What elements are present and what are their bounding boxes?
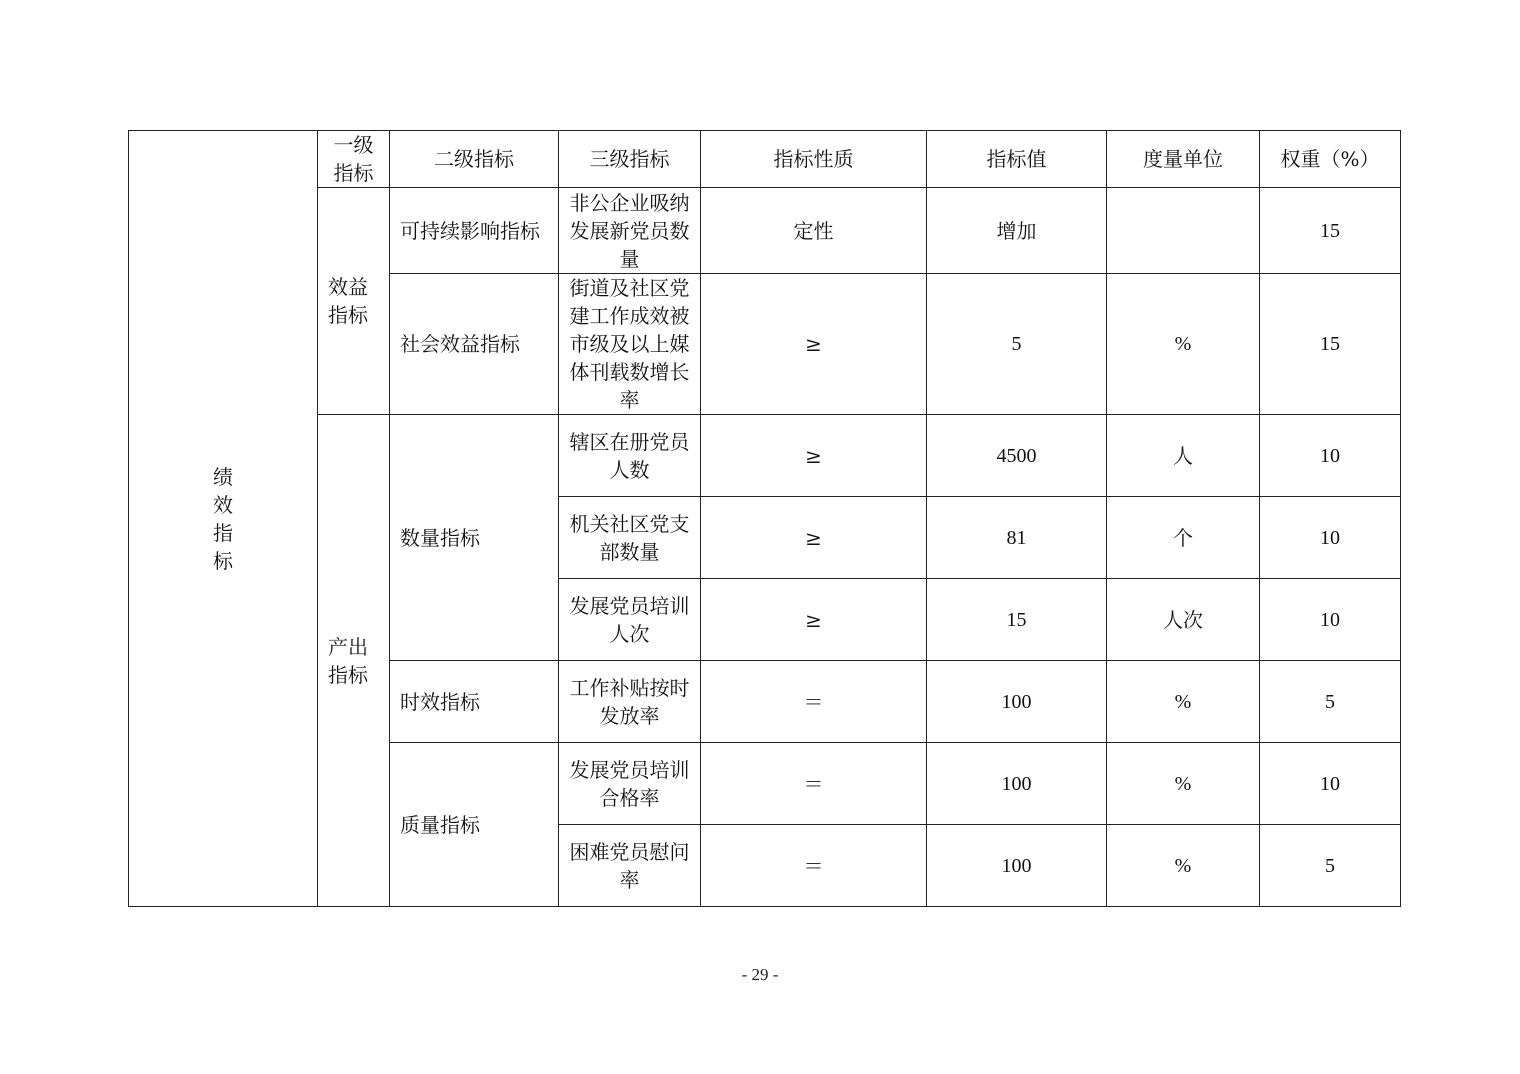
level3-cell: 发展党员培训合格率 [559, 743, 701, 825]
header-unit: 度量单位 [1107, 131, 1260, 188]
level2-timeliness: 时效指标 [390, 661, 559, 743]
table-row [129, 415, 1401, 497]
value-cell: 100 [927, 825, 1107, 907]
header-nature: 指标性质 [701, 131, 927, 188]
weight-cell: 10 [1260, 743, 1401, 825]
nature-cell: ＝ [701, 661, 927, 743]
value-cell: 5 [927, 274, 1107, 415]
unit-cell: 个 [1107, 497, 1260, 579]
level3-cell: 非公企业吸纳发展新党员数量 [559, 188, 701, 274]
nature-cell: ≥ [701, 497, 927, 579]
group-output: 产出 指标 [318, 415, 390, 907]
group-benefit: 效益 指标 [318, 188, 390, 415]
nature-cell: ≥ [701, 415, 927, 497]
weight-cell: 15 [1260, 188, 1401, 274]
nature-cell: 定性 [701, 188, 927, 274]
header-level3: 三级指标 [559, 131, 701, 188]
value-cell: 4500 [927, 415, 1107, 497]
weight-cell: 10 [1260, 579, 1401, 661]
value-cell: 15 [927, 579, 1107, 661]
outer-label-cell [129, 131, 318, 907]
level3-cell: 工作补贴按时发放率 [559, 661, 701, 743]
level3-cell: 辖区在册党员人数 [559, 415, 701, 497]
unit-cell: % [1107, 661, 1260, 743]
value-cell: 100 [927, 661, 1107, 743]
level2-sustain: 可持续影响指标 [390, 188, 559, 274]
level2-social: 社会效益指标 [390, 274, 559, 415]
weight-cell: 10 [1260, 497, 1401, 579]
level3-cell: 发展党员培训人次 [559, 579, 701, 661]
value-cell: 增加 [927, 188, 1107, 274]
nature-cell: ＝ [701, 825, 927, 907]
level2-quantity: 数量指标 [390, 415, 559, 661]
nature-cell: ＝ [701, 743, 927, 825]
table-row [129, 188, 1401, 274]
header-weight: 权重（%） [1260, 131, 1401, 188]
unit-cell [1107, 188, 1260, 274]
header-value: 指标值 [927, 131, 1107, 188]
performance-indicator-table [128, 130, 1401, 907]
outer-label: 绩效指标 [213, 464, 233, 573]
weight-cell: 5 [1260, 825, 1401, 907]
unit-cell: 人 [1107, 415, 1260, 497]
nature-cell: ≥ [701, 579, 927, 661]
header-row [129, 131, 1401, 188]
value-cell: 100 [927, 743, 1107, 825]
unit-cell: % [1107, 743, 1260, 825]
weight-cell: 15 [1260, 274, 1401, 415]
weight-cell: 5 [1260, 661, 1401, 743]
level2-quality: 质量指标 [390, 743, 559, 907]
page-number: - 29 - [741, 965, 779, 984]
weight-cell: 10 [1260, 415, 1401, 497]
level3-cell: 困难党员慰问率 [559, 825, 701, 907]
value-cell: 81 [927, 497, 1107, 579]
unit-cell: % [1107, 274, 1260, 415]
header-level2: 二级指标 [390, 131, 559, 188]
header-level1: 一级 指标 [318, 131, 390, 188]
unit-cell: % [1107, 825, 1260, 907]
level3-cell: 机关社区党支部数量 [559, 497, 701, 579]
unit-cell: 人次 [1107, 579, 1260, 661]
level3-cell: 街道及社区党建工作成效被市级及以上媒体刊载数增长率 [559, 274, 701, 415]
nature-cell: ≥ [701, 274, 927, 415]
